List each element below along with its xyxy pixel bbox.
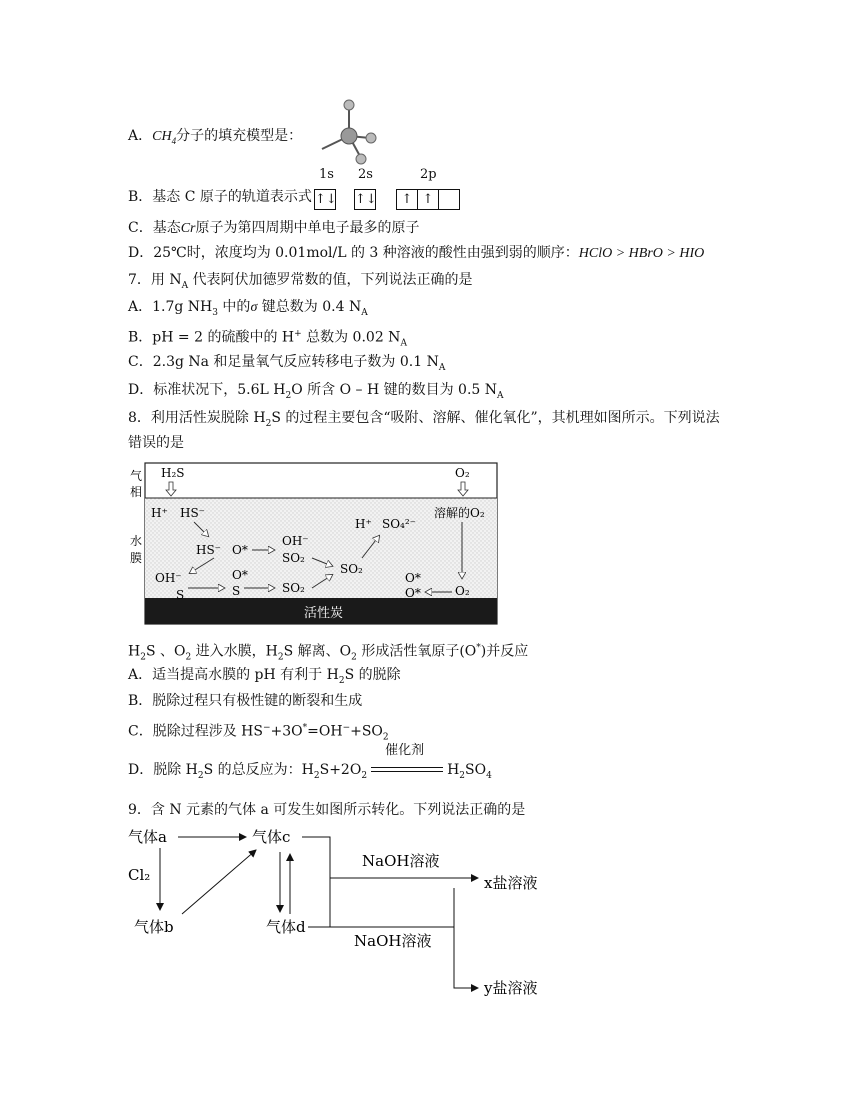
y-salt-label: y盐溶液 <box>484 979 538 997</box>
gas-b-label: 气体b <box>134 918 174 936</box>
caption-text: S 解离、O <box>283 643 352 660</box>
species-dissolved-o2: 溶解的O₂ <box>434 506 485 520</box>
orbital-label-2s: 2s <box>358 167 373 182</box>
q8-stem-line2 <box>128 433 184 453</box>
subscript: A <box>361 307 368 318</box>
q6-option-a <box>128 126 302 151</box>
q6-option-b <box>128 187 312 207</box>
q7-stem <box>128 270 473 296</box>
orbital-box: ↑↓ <box>354 189 376 210</box>
option-text: S 的脱除 <box>344 667 401 683</box>
subscript: 2 <box>140 652 146 663</box>
q7-option-c <box>128 352 445 378</box>
stem-text: 代表阿伏加德罗常数的值，下列说法正确的是 <box>188 272 473 288</box>
orbital-label-2p: 2p <box>420 167 437 182</box>
option-text: B．pH = 2 的硫酸中的 H <box>128 329 295 346</box>
subscript: 2 <box>197 770 204 781</box>
stem-text: 9．含 N 元素的气体 a 可发生如图所示转化。下列说法正确的是 <box>128 802 526 818</box>
superscript: − <box>262 723 271 733</box>
option-text: 分子的填充模型是： <box>176 128 303 144</box>
species-so4: SO₄²⁻ <box>382 517 417 531</box>
option-text: 中的 <box>217 299 251 315</box>
water-label: 膜 <box>130 551 143 565</box>
orbital-diagram <box>312 167 472 213</box>
species-h-plus: H⁺ <box>151 506 168 520</box>
option-text: D．脱除 H <box>128 762 198 778</box>
q8-option-d <box>128 743 492 786</box>
option-text: 原子为第四周期中单电子最多的原子 <box>195 220 420 236</box>
orbital-label-1s: 1s <box>319 167 334 182</box>
q7-option-b <box>128 324 407 353</box>
q6-option-d <box>128 243 704 264</box>
option-text: D．25℃时，浓度均为 0.01mol/L 的 3 种溶液的酸性由强到弱的顺序： <box>128 245 579 261</box>
option-text: =OH <box>307 723 343 740</box>
cl2-label: Cl₂ <box>128 866 151 884</box>
species-h-plus: H⁺ <box>355 517 372 531</box>
q8-option-b <box>128 691 362 711</box>
species-s: S <box>176 588 185 602</box>
subscript: 2 <box>459 770 466 781</box>
subscript: 2 <box>285 390 292 401</box>
option-text: +3O <box>270 723 303 740</box>
ch4-model-figure <box>300 96 380 168</box>
subscript: 2 <box>185 652 192 663</box>
caption-text: )并反应 <box>480 643 529 660</box>
caption-text: 形成活性氧原子(O <box>356 643 477 660</box>
species-hs-minus: HS⁻ <box>180 506 206 520</box>
orbital-box: ↑ <box>396 189 418 210</box>
orbital-box <box>438 189 460 210</box>
naoh-label-1: NaOH溶液 <box>362 852 440 870</box>
q7-option-d <box>128 380 504 406</box>
q8-option-c <box>128 718 389 747</box>
gas-c-label: 气体c <box>252 828 291 846</box>
stem-text: 8．利用活性炭脱除 H <box>128 410 266 426</box>
gas-d-label: 气体d <box>266 918 306 936</box>
catalyst-arrow <box>371 743 443 780</box>
caption-text: S 、O <box>145 643 186 660</box>
option-text: 键总数为 0.4 N <box>257 299 362 315</box>
species-so2: SO₂ <box>340 562 363 576</box>
superscript: − <box>342 723 351 733</box>
caption-text: 进入水膜，H <box>191 643 278 660</box>
water-label: 水 <box>130 534 143 548</box>
subscript: A <box>400 338 407 349</box>
subscript: 3 <box>212 307 218 318</box>
equal-bar <box>371 767 443 768</box>
subscript: A <box>438 362 446 373</box>
option-text: 总数为 0.02 N <box>301 329 401 346</box>
carbon-label: 活性炭 <box>304 606 344 621</box>
option-text: +SO <box>350 723 383 740</box>
subscript: A <box>497 390 504 401</box>
q8-stem-line1 <box>128 408 720 434</box>
gas-label: 相 <box>130 485 143 499</box>
stem-text: 7．用 N <box>128 272 182 288</box>
subscript: 2 <box>382 732 389 743</box>
species-o-star: O* <box>405 586 421 600</box>
gas-a-label: 气体a <box>128 828 167 846</box>
q6-option-c <box>128 218 420 239</box>
species-h2s: H₂S <box>161 466 185 480</box>
species-so2: SO₂ <box>282 581 305 595</box>
naoh-label-2: NaOH溶液 <box>354 932 432 950</box>
subscript: 4 <box>171 135 177 146</box>
species-o-star: O* <box>232 543 248 557</box>
option-text: C．脱除过程涉及 HS <box>128 723 263 740</box>
option-text: D．标准状况下，5.6L H <box>128 382 286 398</box>
species-o-star: O* <box>232 568 248 582</box>
option-text: B．基态 C 原子的轨道表示式 <box>128 189 312 205</box>
species-s: S <box>232 584 241 598</box>
option-text: B．脱除过程只有极性键的断裂和生成 <box>128 693 363 709</box>
sigma-symbol: σ <box>250 300 258 315</box>
species-so2: SO₂ <box>282 551 305 565</box>
subscript: 2 <box>313 770 320 781</box>
species-hs-minus: HS⁻ <box>196 543 222 557</box>
option-text: C．基态 <box>128 220 181 236</box>
element-cr: Cr <box>180 221 196 236</box>
stem-text: 错误的是 <box>128 435 184 451</box>
option-letter: A． <box>128 128 153 144</box>
nitrogen-gas-conversion-figure <box>124 822 564 1002</box>
x-salt-label: x盐溶液 <box>484 874 538 892</box>
subscript: 2 <box>361 770 368 781</box>
subscript: A <box>181 280 189 291</box>
catalyst-label: 催化剂 <box>385 743 425 758</box>
subscript: 2 <box>351 652 357 663</box>
orbital-box: ↑ <box>417 189 439 210</box>
subscript: 2 <box>338 675 345 686</box>
option-text: SO <box>465 762 487 778</box>
species-o2: O₂ <box>455 584 470 598</box>
stem-text: S 的过程主要包含“吸附、溶解、催化氧化”，其机理如图所示。下列说法 <box>271 410 720 426</box>
option-text: S 的总反应为：H <box>203 762 314 778</box>
subscript: 2 <box>265 418 272 429</box>
q8-option-a <box>128 665 401 691</box>
option-text: A．1.7g NH <box>128 299 213 315</box>
option-text: O 所含 O – H 键的数目为 0.5 N <box>291 382 498 398</box>
subscript: 4 <box>486 770 492 781</box>
species-oh-minus: OH⁻ <box>155 571 182 585</box>
species-o2: O₂ <box>455 466 470 480</box>
superscript: * <box>302 723 308 733</box>
q7-option-a <box>128 297 368 323</box>
orbital-box: ↑↓ <box>314 189 336 210</box>
formula-ch4: CH <box>152 129 172 144</box>
equal-bar <box>371 771 443 772</box>
q8-figure-caption <box>128 638 528 667</box>
option-text: C．2.3g Na 和足量氧气反应转移电子数为 0.1 N <box>128 354 439 370</box>
species-o-star: O* <box>405 571 421 585</box>
acid-order: HClO > HBrO > HIO <box>578 246 705 261</box>
q9-stem <box>128 800 525 820</box>
superscript: * <box>476 643 481 653</box>
caption-text: H <box>128 643 141 660</box>
option-text: S+2O <box>319 762 362 778</box>
option-text: A．适当提高水膜的 pH 有利于 H <box>128 667 339 683</box>
gas-label: 气 <box>130 469 143 483</box>
option-text: H <box>447 762 460 778</box>
superscript: + <box>294 329 302 339</box>
species-oh-minus: OH⁻ <box>282 534 309 548</box>
activated-carbon-mechanism-figure <box>124 460 500 628</box>
subscript: 2 <box>277 652 284 663</box>
